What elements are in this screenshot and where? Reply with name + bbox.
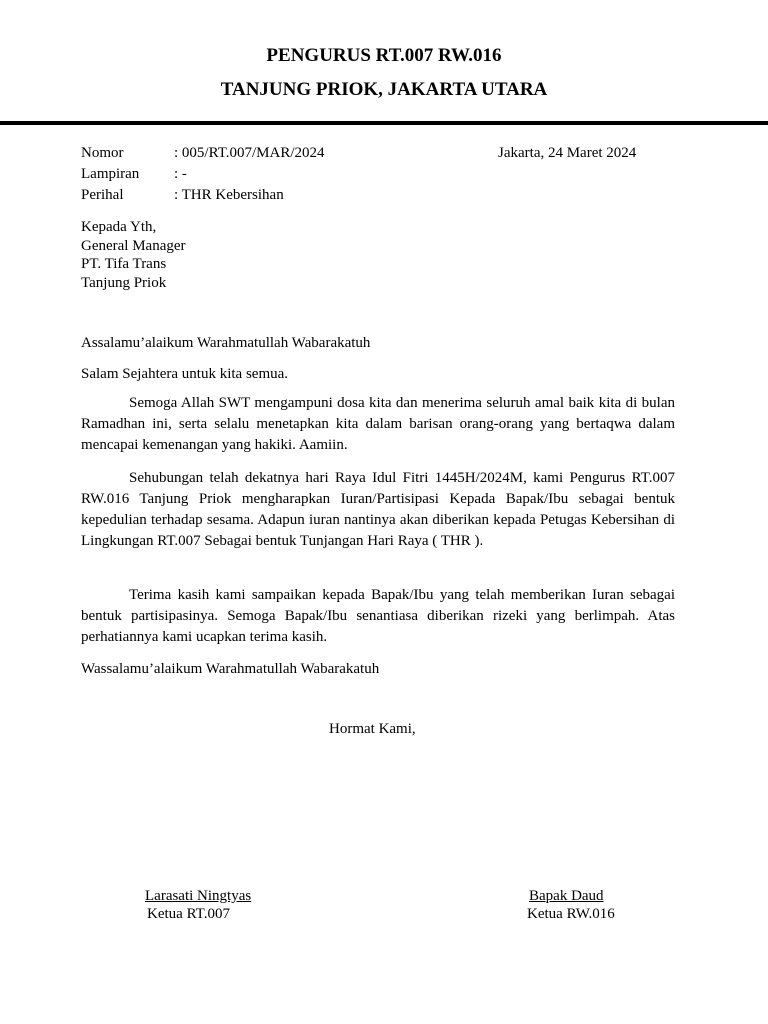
- recipient-line-4: Tanjung Priok: [81, 275, 167, 291]
- recipient-line-2: General Manager: [81, 238, 186, 254]
- signatory-right-name: Bapak Daud: [529, 888, 604, 904]
- perihal-label: Perihal: [81, 187, 124, 203]
- perihal-value: : THR Kebersihan: [174, 187, 284, 203]
- signatory-right-title: Ketua RW.016: [527, 906, 615, 922]
- nomor-value: : 005/RT.007/MAR/2024: [174, 145, 325, 161]
- signatory-left-title: Ketua RT.007: [147, 906, 230, 922]
- closing: Wassalamu’alaikum Warahmatullah Wabarakatuh: [81, 661, 380, 677]
- paragraph-2: Sehubungan telah dekatnya hari Raya Idul Fitri 1445H/2024M, kami Pengurus RT.007 RW.016 Tanjung Priok mengharapkan Iuran/Partisipasi Kepada Bapak/Ibu sebagai bentuk kepedulian terhadap sesama. Adapun iuran nantinya akan diberikan kepada Petugas Kebersihan di Lingkungan RT.007 Sebagai bentuk Tunjangan Hari Raya ( THR ).: [81, 470, 675, 549]
- letterhead-line-1: PENGURUS RT.007 RW.016: [266, 45, 502, 66]
- recipient-line-1: Kepada Yth,: [81, 219, 157, 235]
- place-date: Jakarta, 24 Maret 2024: [498, 145, 637, 161]
- paragraph-3: Terima kasih kami sampaikan kepada Bapak/Ibu yang telah memberikan Iuran sebagai bentuk partisipasinya. Semoga Bapak/Ibu senantiasa diberikan rizeki yang berlimpah. Atas perhatiannya kami ucapkan terima kasih.: [81, 587, 675, 645]
- lampiran-value: : -: [174, 166, 187, 182]
- recipient-line-3: PT. Tifa Trans: [81, 256, 167, 272]
- salutation: Salam Sejahtera untuk kita semua.: [81, 366, 289, 382]
- lampiran-label: Lampiran: [81, 166, 140, 182]
- letterhead-line-2: TANJUNG PRIOK, JAKARTA UTARA: [220, 79, 548, 100]
- greeting: Assalamu’alaikum Warahmatullah Wabarakatuh: [81, 335, 371, 351]
- paragraph-1: Semoga Allah SWT mengampuni dosa kita dan menerima seluruh amal baik kita di bulan Ramadhan ini, serta selalu menetapkan kita dalam barisan orang-orang yang bertaqwa dalam mencapai kemenangan yang hakiki. Aamiin.: [81, 395, 675, 453]
- signatory-left-name: Larasati Ningtyas: [145, 888, 252, 904]
- header-divider: [0, 121, 768, 125]
- nomor-label: Nomor: [81, 145, 124, 161]
- hormat-kami: Hormat Kami,: [329, 721, 416, 737]
